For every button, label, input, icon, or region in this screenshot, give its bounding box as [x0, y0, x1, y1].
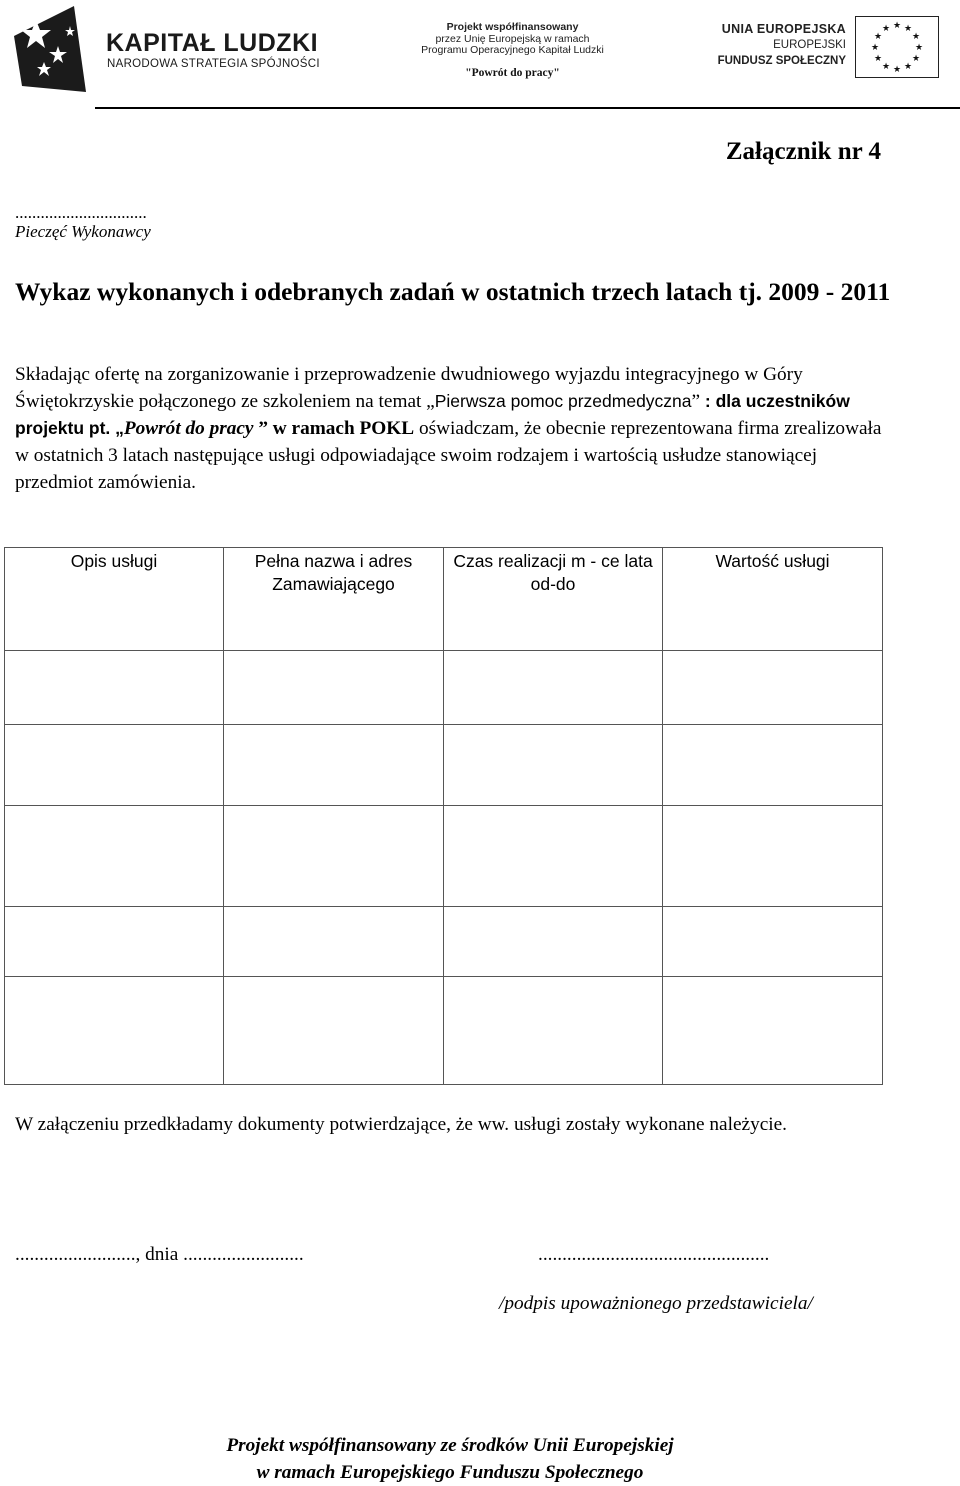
svg-text:★: ★ [911, 31, 921, 41]
table-cell[interactable] [663, 907, 883, 977]
kapital-ludzki-logo-icon [14, 6, 86, 92]
table-row [5, 651, 883, 725]
stamp-placeholder: ............................... [15, 203, 147, 222]
kapital-ludzki-title: KAPITAŁ LUDZKI [106, 29, 319, 57]
table-cell[interactable] [224, 806, 444, 907]
project-line: Projekt współfinansowany [446, 21, 579, 33]
table-cell[interactable] [663, 806, 883, 907]
svg-text:★: ★ [881, 23, 891, 33]
services-table [4, 547, 883, 1085]
table-cell[interactable] [5, 725, 224, 806]
column-header: Opis usługi [5, 548, 224, 651]
page-header [0, 0, 960, 110]
program-phrase: ” w ramach POKL [253, 418, 415, 439]
table-cell[interactable] [663, 977, 883, 1085]
page-footer [0, 1432, 900, 1486]
table-cell[interactable] [663, 651, 883, 725]
eu-text-block [690, 22, 846, 69]
table-cell[interactable] [444, 806, 663, 907]
participants-phrase: : dla uczestników projektu pt. „ [15, 391, 850, 438]
table-row [5, 806, 883, 907]
table-row [5, 907, 883, 977]
declaration-text: oświadczam, że obecnie reprezentowana firma zrealizowała w ostatnich 3 latach następujące usługi odpowiadające swoim rodzajem i wartością usłudze stanowiącej przedmiot zamówienia. [15, 418, 882, 493]
table-cell[interactable] [5, 907, 224, 977]
table-cell[interactable] [224, 651, 444, 725]
svg-text:★: ★ [911, 53, 921, 63]
svg-text:★: ★ [892, 20, 902, 30]
eu-fund-label: EUROPEJSKI [773, 39, 846, 51]
table-cell[interactable] [5, 977, 224, 1085]
svg-text:★: ★ [873, 53, 883, 63]
footer-line: w ramach Europejskiego Funduszu Społecznego [256, 1462, 644, 1483]
footer-line: Projekt współfinansowany ze środków Unii Europejskiej [226, 1435, 674, 1456]
date-place-field[interactable]: ........................., dnia ......................... [15, 1244, 304, 1265]
intro-quote-close: ” [691, 391, 705, 412]
kapital-ludzki-subtitle: NARODOWA STRATEGIA SPÓJNOŚCI [107, 58, 320, 70]
intro-paragraph [15, 361, 895, 496]
project-line: Programu Operacyjnego Kapitał Ludzki [421, 44, 604, 56]
attachment-number: Załącznik nr 4 [725, 138, 881, 165]
intro-text: Składając ofertę na zorganizowanie i przeprowadzenie dwudniowego wyjazdu integracyjnego w Góry Świętokrzyskie połączonego ze szkoleniem na temat „ [15, 364, 803, 412]
svg-text:★: ★ [892, 64, 902, 74]
signature-label: /podpis upoważnionego przedstawiciela/ [499, 1293, 813, 1314]
table-cell[interactable] [444, 907, 663, 977]
table-cell[interactable] [224, 907, 444, 977]
signature-field[interactable]: ................................................ [538, 1244, 770, 1265]
table-cell[interactable] [5, 651, 224, 725]
column-header: Czas realizacji m - ce lata od-do [444, 548, 663, 651]
table-cell[interactable] [444, 977, 663, 1085]
table-cell[interactable] [224, 725, 444, 806]
document-title: Wykaz wykonanych i odebranych zadań w ostatnich trzech latach tj. 2009 - 2011 [15, 277, 891, 306]
svg-text:★: ★ [903, 23, 913, 33]
table-row [5, 725, 883, 806]
project-cofinancing-note [400, 22, 625, 57]
project-title: Powrót do pracy [123, 418, 254, 439]
table-cell[interactable] [5, 806, 224, 907]
svg-text:★: ★ [903, 61, 913, 71]
project-name: "Powrót do pracy" [465, 67, 560, 79]
svg-text:★: ★ [914, 42, 924, 52]
table-cell[interactable] [224, 977, 444, 1085]
table-row [5, 977, 883, 1085]
eu-union-label: UNIA EUROPEJSKA [721, 22, 846, 36]
training-topic: Pierwsza pomoc przedmedyczna [434, 391, 692, 411]
eu-flag-icon [855, 16, 939, 78]
table-header-row [5, 548, 883, 651]
eu-social-fund-label: FUNDUSZ SPOŁECZNY [717, 55, 846, 67]
svg-text:★: ★ [881, 61, 891, 71]
project-line: przez Unię Europejską w ramach [435, 32, 590, 45]
header-divider [95, 107, 960, 109]
svg-text:★: ★ [870, 42, 880, 52]
closing-statement: W załączeniu przedkładamy dokumenty potwierdzające, że ww. usługi zostały wykonane należycie. [15, 1114, 788, 1135]
column-header: Pełna nazwa i adres Zamawiającego [224, 548, 444, 651]
stamp-label: Pieczęć Wykonawcy [15, 222, 151, 241]
table-cell[interactable] [444, 651, 663, 725]
column-header: Wartość usługi [663, 548, 883, 651]
table-cell[interactable] [663, 725, 883, 806]
svg-text:★: ★ [873, 31, 883, 41]
table-cell[interactable] [444, 725, 663, 806]
